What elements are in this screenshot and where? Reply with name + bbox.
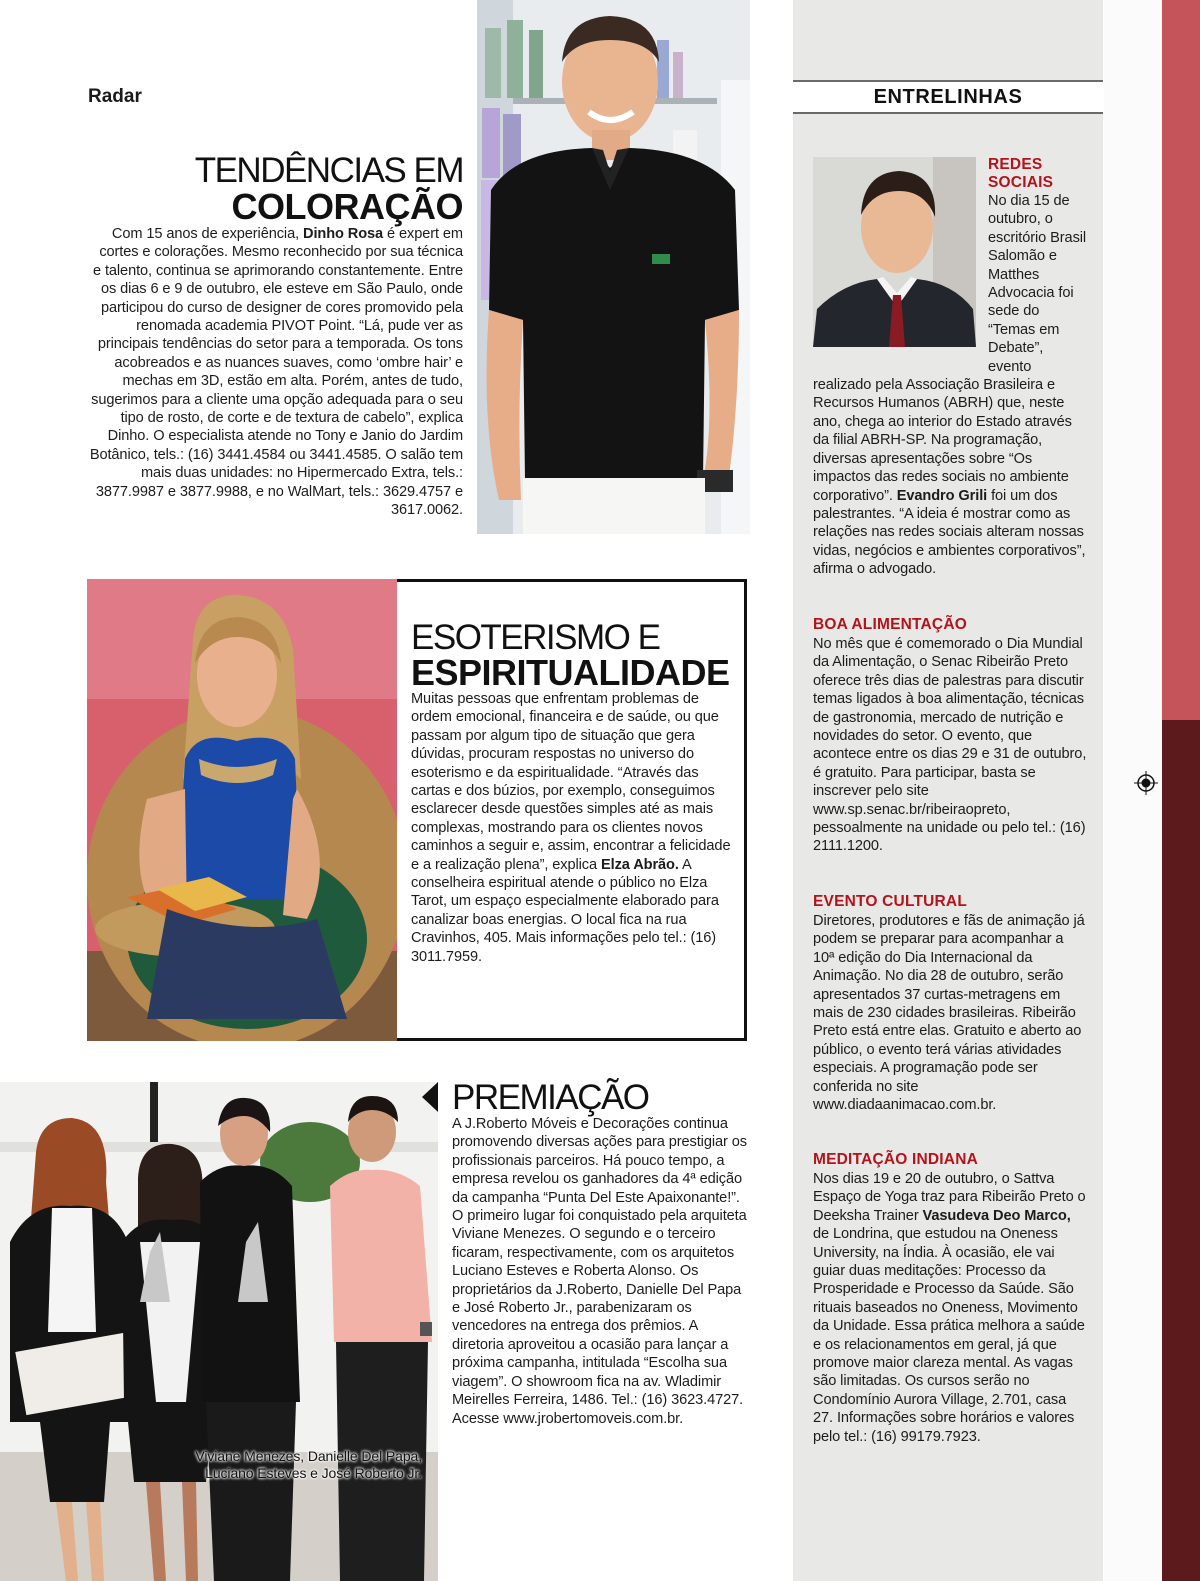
- boa-heading: BOA ALIMENTAÇÃO: [813, 616, 967, 633]
- award-title: PREMIAÇÃO: [452, 1078, 649, 1117]
- redes-body: [813, 192, 1088, 579]
- page-edge-dark-strip: [1162, 720, 1200, 1581]
- evento-heading: EVENTO CULTURAL: [813, 893, 967, 910]
- elza-abrao-photo: [87, 579, 397, 1041]
- award-caption-line2: Luciano Esteves e José Roberto Jr.: [205, 1465, 422, 1481]
- colour-body-post: é expert em cortes e colorações. Mesmo reconhecido por sua técnica e talento, continua se aprimorando constantemente. Entre os dias 6 e 9 de outubro, ele esteve em São Paulo, onde participou do curso de designer de cores promovido pela renomada academia PIVOT Point. “Lá, pude ver as principais tendências do setor para a temporada. Os tons acobreados e as nuances suaves, como ‘ombre hair’ e mechas em 3D, estão em alta. Porém, antes de tudo, sugerimos para a cliente uma opção adequada para o seu tipo de rosto, de corte e de textura de cabelo”, explica Dinho. O especialista atende no Tony e Janio do Jardim Botânico, tels.: (16) 3441.4584 ou 3441.4585. O salão tem mais duas unidades: no Hipermercado Extra, tels.: 3877.9987 e 3877.9988, e no WalMart, tels.: 3629.4757 e 3617.0062.: [89, 226, 463, 519]
- section-label: Radar: [88, 86, 142, 107]
- med-body: [813, 1170, 1088, 1446]
- esoteric-title-line2: ESPIRITUALIDADE: [411, 652, 730, 693]
- page-edge-red-strip: [1162, 0, 1200, 720]
- award-body: A J.Roberto Móveis e Decorações continua promovendo diversas ações para prestigiar os profissionais parceiros. Há pouco tempo, a empresa revelou os ganhadores da 4ª edição da campanha “Punta Del Este Apaixonante!”. O primeiro lugar foi conquistado pela arquiteta Viviane Menezes. O segundo e o terceiro ficaram, respectivamente, com os arquitetos Luciano Esteves e Roberta Alonso. Os proprietários da J.Roberto, Danielle Del Papa e José Roberto Jr., parabenizaram os vencedores na entrega dos prêmios. A diretoria aproveitou a ocasião para lançar a próxima campanha, intitulada “Escolha sua viagem”. O showroom fica na av. Wladimir Meirelles Ferreira, 1486. Tel.: (16) 3623.4727. Acesse www.jrobertomoveis.com.br.: [452, 1116, 747, 1427]
- med-heading: MEDITAÇÃO INDIANA: [813, 1151, 978, 1168]
- award-caption: [150, 1448, 422, 1482]
- esoteric-body: [411, 690, 733, 966]
- esoteric-body-post: A conselheira espiritual atende o público no Elza Tarot, um espaço especialmente elaborado para canalizar boas energias. O local fica na rua Cravinhos, 405. Mais informações pelo tel.: (16) 3011.7959.: [411, 856, 719, 965]
- dinho-rosa-photo: [477, 0, 750, 534]
- redes-body-pre: No dia 15 de outubro, o escritório Brasil Salomão e Matthes Advocacia foi sede do “Temas em Debate”, evento realizado pela Associação Brasileira e Recursos Humanos (ABRH) que, neste ano, chega ao interior do Estado através da filial ABRH-SP. Na programação, diversas apresentações sobre “Os impactos das redes sociais no ambiente corporativo”.: [813, 193, 1087, 504]
- colour-title-line2: COLORAÇÃO: [231, 186, 463, 227]
- redes-photo-wrap-spacer: [813, 192, 988, 360]
- med-body-name: Vasudeva Deo Marco,: [922, 1207, 1071, 1224]
- esoteric-title-line1: ESOTERISMO E: [411, 618, 660, 657]
- award-title-triangle-icon: [422, 1082, 438, 1112]
- med-body-post: de Londrina, que estudou na Oneness University, na Índia. À ocasião, ele vai guiar duas meditações: Processo da Prosperidade e Processo da Saúde. São rituais baseados no Oneness, Movimento da Unidade. Essa prática melhora a saúde e os relacionamentos em geral, já que promove maior clareza mental. As vagas são limitadas. Os cursos serão no Condomínio Aurora Village, 2.701, casa 27. Informações sobre horários e valores pelo tel.: (16) 99179.7923.: [813, 1226, 1085, 1445]
- colour-body: [88, 225, 463, 520]
- registration-mark-icon: [1134, 771, 1158, 795]
- redes-body-name: Evandro Grili: [896, 487, 988, 504]
- med-body-pre: Nos dias 19 e 20 de outubro, o Sattva Espaço de Yoga traz para Ribeirão Preto o Deeksha Trainer: [813, 1171, 1086, 1224]
- redes-heading-line1: REDES: [988, 156, 1043, 173]
- redes-body-post: foi um dos palestrantes. “A ideia é mostrar como as relações nas redes sociais alteram nossas vidas, negócios e ambientes corporativos”, afirma o advogado.: [813, 487, 1086, 578]
- esoteric-body-name: Elza Abrão.: [600, 856, 679, 873]
- colour-body-pre: Com 15 anos de experiência,: [111, 226, 303, 242]
- boa-body: No mês que é comemorado o Dia Mundial da Alimentação, o Senac Ribeirão Preto oferece três dias de palestras para discutir temas ligados à boa alimentação, técnicas de gastronomia, mercado de nutrição e novidades do setor. O evento, que acontece entre os dias 29 e 31 de outubro, é gratuito. Para participar, basta se inscrever pelo site www.sp.senac.br/ribeiraopreto, pessoalmente na unidade ou pelo tel.: (16) 2111.1200.: [813, 636, 1087, 855]
- redes-heading-line2: SOCIAIS: [988, 174, 1054, 191]
- award-group-photo: [0, 1082, 438, 1581]
- colour-body-name: Dinho Rosa: [303, 226, 384, 242]
- sidebar-title-rule-bottom: [793, 112, 1103, 114]
- colour-title-line1: TENDÊNCIAS EM: [194, 151, 463, 190]
- evento-body: Diretores, produtores e fãs de animação já podem se preparar para acompanhar a 10ª edição do Dia Internacional da Animação. No dia 28 de outubro, serão apresentados 37 curtas-metragens em mais de 230 cidades brasileiras. Ribeirão Preto está entre elas. Gratuito e aberto ao público, o evento terá várias atividades especiais. A programação pode ser conferida no site www.diadaanimacao.com.br.: [813, 913, 1085, 1114]
- sidebar-title: ENTRELINHAS: [873, 86, 1023, 108]
- award-caption-line1: Viviane Menezes, Danielle Del Papa,: [195, 1448, 422, 1464]
- esoteric-body-pre: Muitas pessoas que enfrentam problemas de ordem emocional, financeira e de saúde, ou que passam por algum tipo de situação que gera dúvidas, procuram respostas no universo do esoterismo e da espiritualidade. “Através das cartas e dos búzios, por exemplo, conseguimos esclarecer desde questões simples até as mais complexas, mostrando para os clientes novos caminhos a seguir e, assim, encontrar a felicidade e a realização plena”, explica: [411, 691, 731, 873]
